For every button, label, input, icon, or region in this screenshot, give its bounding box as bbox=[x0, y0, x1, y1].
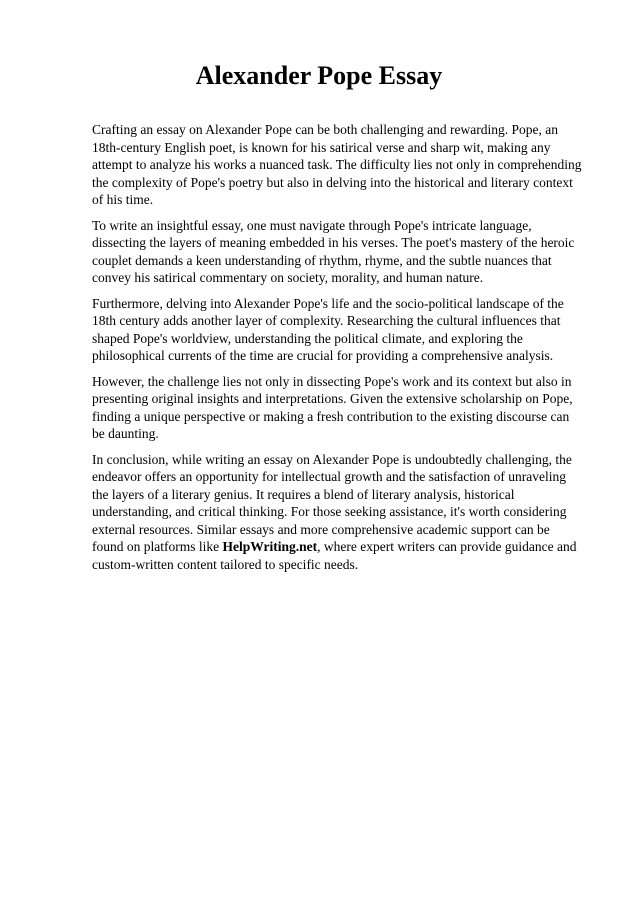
page-title: Alexander Pope Essay bbox=[195, 61, 443, 90]
paragraph-2: To write an insightful essay, one must navigate through Pope's intricate language, dissecting the layers of meaning embedded in his verses. The poet's mastery of the heroic couplet demands a keen understanding of rhythm, rhyme, and the subtle nuances that convey his satirical commentary on society, morality, and human nature. bbox=[92, 217, 575, 285]
paragraph-5 bbox=[92, 451, 582, 574]
paragraph-3: Furthermore, delving into Alexander Pope's life and the socio-political landscape of the 18th century adds another layer of complexity. Researching the cultural influences that shaped Pope's worldview, understanding the political climate, and exploring the philosophical currents of the time are crucial for providing a comprehensive analysis. bbox=[92, 295, 564, 363]
helpwriting-link[interactable]: HelpWriting.net bbox=[222, 539, 318, 554]
paragraph-5-text-after: , where expert writers can provide guidance and custom-written content tailored to specific needs. bbox=[92, 539, 577, 572]
paragraph-4: However, the challenge lies not only in dissecting Pope's work and its context but also in presenting original insights and interpretations. Given the extensive scholarship on Pope, finding a unique perspective or making a fresh contribution to the existing discourse can be daunting. bbox=[92, 373, 573, 441]
paragraph-1: Crafting an essay on Alexander Pope can be both challenging and rewarding. Pope, an 18th-century English poet, is known for his satirical verse and sharp wit, making any attempt to analyze his works a nuanced task. The difficulty lies not only in comprehending the complexity of Pope's poetry but also in delving into the historical and literary context of his time. bbox=[92, 122, 582, 207]
essay-body bbox=[92, 121, 582, 581]
paragraph-5-text-before: In conclusion, while writing an essay on Alexander Pope is undoubtedly challenging, the endeavor offers an opportunity for intellectual growth and the satisfaction of unraveling the layers of a literary genius. It requires a blend of literary analysis, historical understanding, and critical thinking. For those seeking assistance, it's worth considering external resources. Similar essays and more comprehensive academic support can be found on platforms like bbox=[92, 451, 572, 554]
